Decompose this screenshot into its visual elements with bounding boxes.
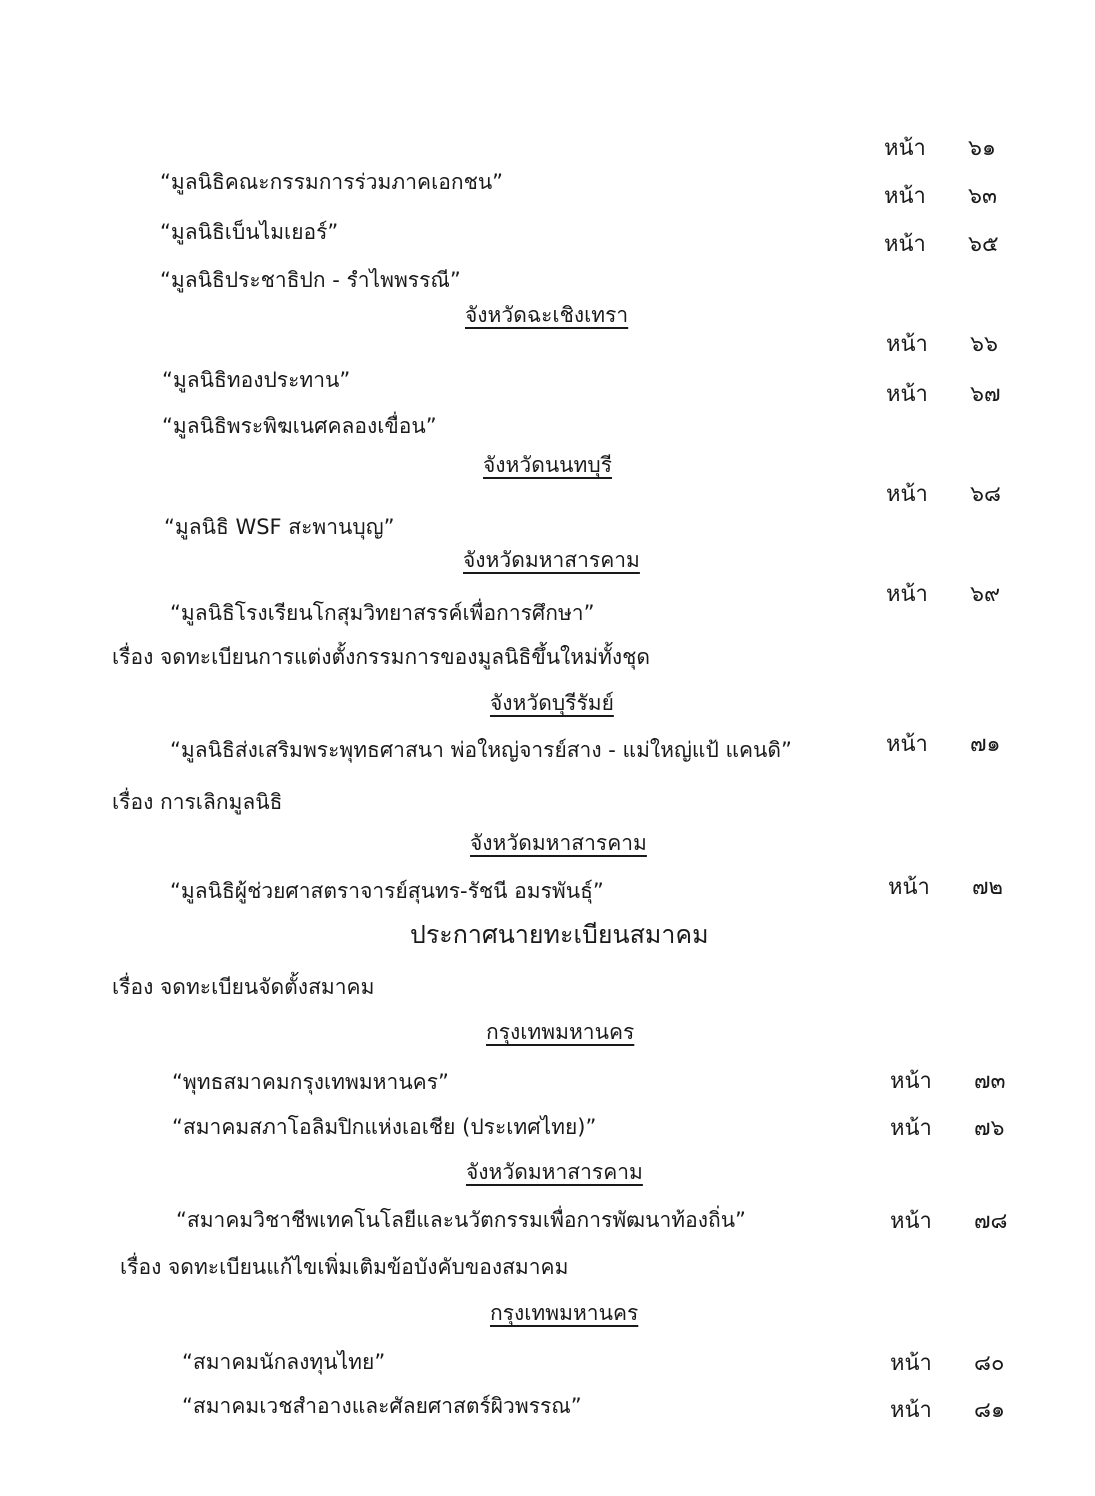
page-number: ๖๖ — [970, 332, 998, 357]
subject-line: เรื่อง จดทะเบียนแก้ไขเพิ่มเติมข้อบังคับของสมาคม — [120, 1255, 569, 1279]
page-number: ๖๗ — [970, 382, 1001, 407]
page-label: หน้า — [884, 184, 926, 209]
association-entry: “สมาคมสภาโอลิมปิกแห่งเอเชีย (ประเทศไทย)” — [172, 1115, 597, 1139]
association-entry: “สมาคมเวชสำอางและศัลยศาสตร์ผิวพรรณ” — [182, 1394, 582, 1418]
page-label: หน้า — [890, 1116, 932, 1141]
page-label: หน้า — [886, 732, 928, 757]
foundation-entry: “มูลนิธิโรงเรียนโกสุมวิทยาสรรค์เพื่อการศึกษา” — [170, 601, 595, 625]
province-heading: จังหวัดฉะเชิงเทรา — [465, 303, 629, 327]
association-entry: “สมาคมวิชาชีพเทคโนโลยีและนวัตกรรมเพื่อการพัฒนาท้องถิ่น” — [176, 1208, 746, 1232]
page-number: ๗๘ — [974, 1209, 1008, 1234]
page-number: ๖๓ — [968, 184, 998, 209]
province-heading: กรุงเทพมหานคร — [486, 1020, 635, 1044]
province-heading: จังหวัดนนทบุรี — [483, 453, 612, 477]
page-label: หน้า — [884, 136, 926, 161]
page-number: ๗๖ — [974, 1116, 1005, 1141]
page-number: ๘๑ — [974, 1398, 1005, 1423]
page-number: ๗๓ — [974, 1069, 1006, 1094]
province-heading: จังหวัดบุรีรัมย์ — [490, 691, 614, 715]
page-label: หน้า — [890, 1398, 932, 1423]
page-label: หน้า — [886, 382, 928, 407]
subject-line: เรื่อง การเลิกมูลนิธิ — [112, 790, 283, 814]
page-label: หน้า — [890, 1351, 932, 1376]
foundation-entry: “มูลนิธิส่งเสริมพระพุทธศาสนา พ่อใหญ่จารย์สาง - แม่ใหญ่แป้ แคนดิ” — [170, 738, 792, 762]
foundation-entry: “มูลนิธิเบ็นไมเยอร์” — [160, 220, 339, 244]
foundation-entry: “มูลนิธิผู้ช่วยศาสตราจารย์สุนทร-รัชนี อมรพันธุ์” — [170, 879, 604, 903]
foundation-entry: “มูลนิธิพระพิฆเนศคลองเขื่อน” — [162, 414, 437, 438]
province-heading: จังหวัดมหาสารคาม — [466, 1160, 643, 1184]
foundation-entry: “มูลนิธิประชาธิปก - รำไพพรรณี” — [160, 268, 461, 292]
foundation-entry: “มูลนิธิ WSF สะพานบุญ” — [164, 515, 395, 539]
subject-line: เรื่อง จดทะเบียนจัดตั้งสมาคม — [112, 975, 375, 999]
page-label: หน้า — [886, 332, 928, 357]
page-label: หน้า — [884, 232, 926, 257]
page-label: หน้า — [886, 582, 928, 607]
page-label: หน้า — [890, 1209, 932, 1234]
page-label: หน้า — [890, 1069, 932, 1094]
page-label: หน้า — [888, 875, 930, 900]
foundation-entry: “มูลนิธิคณะกรรมการร่วมภาคเอกชน” — [160, 170, 504, 194]
page-number: ๖๘ — [970, 482, 1001, 507]
section-heading: ประกาศนายทะเบียนสมาคม — [410, 920, 709, 949]
page-number: ๖๑ — [968, 136, 996, 161]
page-number: ๗๒ — [972, 875, 1004, 900]
association-entry: “พุทธสมาคมกรุงเทพมหานคร” — [172, 1070, 449, 1094]
association-entry: “สมาคมนักลงทุนไทย” — [182, 1350, 386, 1374]
province-heading: จังหวัดมหาสารคาม — [470, 831, 647, 855]
page-number: ๗๑ — [970, 732, 1001, 757]
foundation-entry: “มูลนิธิทองประทาน” — [162, 368, 351, 392]
page-number: ๖๕ — [968, 232, 999, 257]
province-heading: กรุงเทพมหานคร — [490, 1301, 639, 1325]
page-number: ๘๐ — [974, 1351, 1005, 1376]
subject-line: เรื่อง จดทะเบียนการแต่งตั้งกรรมการของมูลนิธิขึ้นใหม่ทั้งชุด — [112, 645, 650, 669]
page-number: ๖๙ — [970, 582, 1001, 607]
page-label: หน้า — [886, 482, 928, 507]
province-heading: จังหวัดมหาสารคาม — [463, 548, 640, 572]
